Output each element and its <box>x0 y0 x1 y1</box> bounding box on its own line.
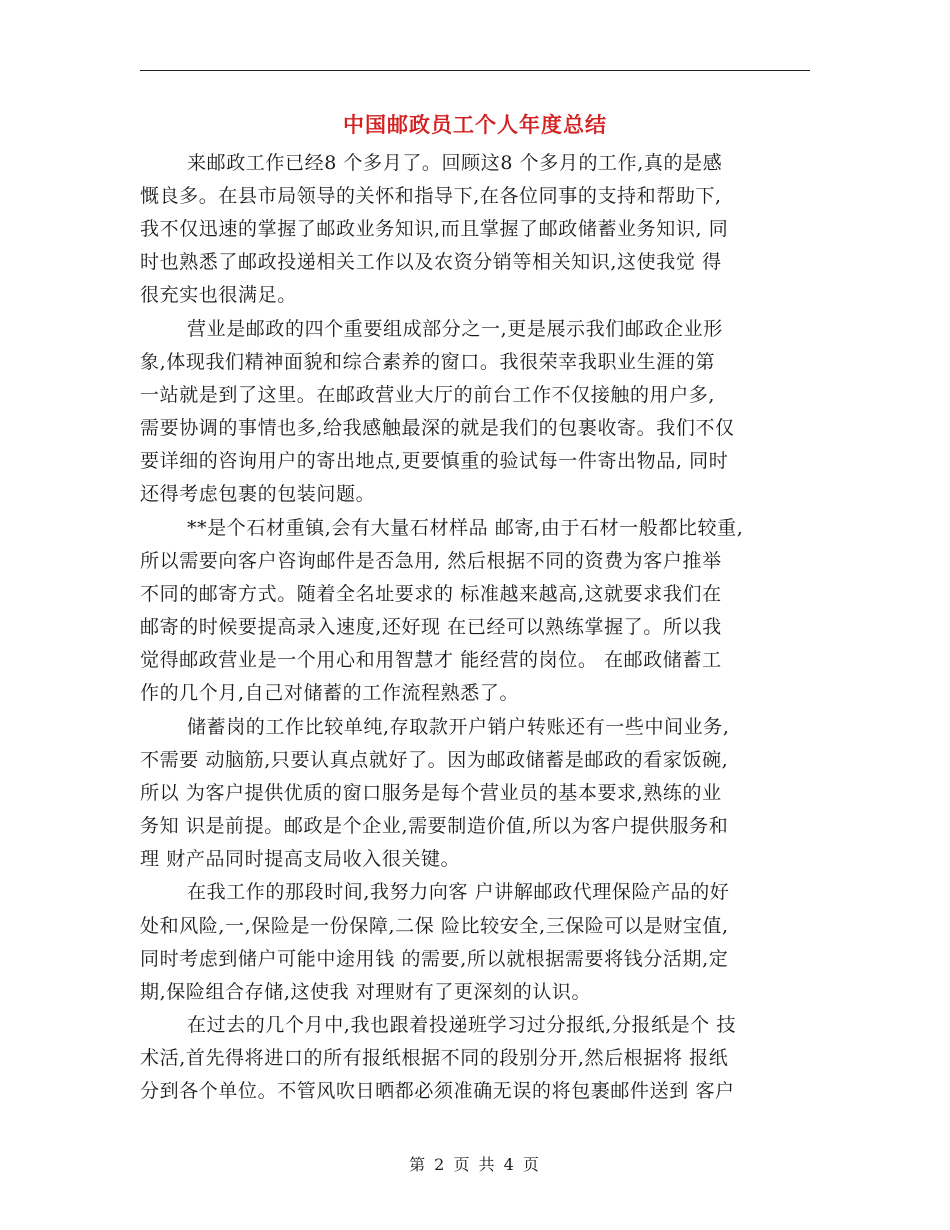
body-line: 一站就是到了这里。在邮政营业大厅的前台工作不仅接触的用户多, <box>140 384 716 406</box>
body-line: 邮寄的时候要提高录入速度,还好现 在已经可以熟练掌握了。所以我 <box>140 616 722 638</box>
body-line: 营业是邮政的四个重要组成部分之一,更是展示我们邮政企业形 <box>187 318 723 340</box>
body-line: 术活,首先得将进口的所有报纸根据不同的段别分开,然后根据将 报纸 <box>140 1047 729 1069</box>
body-line: 象,体现我们精神面貌和综合素养的窗口。我很荣幸我职业生涯的第 <box>140 351 716 373</box>
body-line: 所以需要向客户咨询邮件是否急用, 然后根据不同的资费为客户推举 <box>140 550 722 572</box>
page-number-footer: 第 2 页 共 4 页 <box>409 1155 541 1174</box>
body-line: 不需要 动脑筋,只要认真点就好了。因为邮政储蓄是邮政的看家饭碗, <box>140 749 729 771</box>
body-line: 我不仅迅速的掌握了邮政业务知识,而且掌握了邮政储蓄业务知识, 同 <box>140 218 729 240</box>
body-line: 还得考虑包裹的包装问题。 <box>140 483 376 505</box>
body-line: 分到各个单位。不管风吹日晒都必须准确无误的将包裹邮件送到 客户 <box>140 1080 735 1102</box>
body-line: 期,保险组合存储,这使我 对理财有了更深刻的认识。 <box>140 981 592 1003</box>
body-line: 在我工作的那段时间,我努力向客 户讲解邮政代理保险产品的好 <box>187 881 730 903</box>
body-line: 储蓄岗的工作比较单纯,存取款开户销户转账还有一些中间业务, <box>187 716 730 738</box>
body-line: 务知 识是前提。邮政是个企业,需要制造价值,所以为客户提供服务和 <box>140 815 729 837</box>
body-line: 理 财产品同时提高支局收入很关键。 <box>140 848 461 870</box>
body-line: 同时考虑到储户可能中途用钱 的需要,所以就根据需要将钱分活期,定 <box>140 948 729 970</box>
body-line: 时也熟悉了邮政投递相关工作以及农资分销等相关知识,这使我觉 得 <box>140 251 722 273</box>
body-line: 处和风险,一,保险是一份保障,二保 险比较安全,三保险可以是财宝值, <box>140 915 729 937</box>
body-line: 要详细的咨询用户的寄出地点,更要慎重的验试每一件寄出物品, 同时 <box>140 450 729 472</box>
body-line: 不同的邮寄方式。随着全名址要求的 标准越来越高,这就要求我们在 <box>140 583 722 605</box>
document-title: 中国邮政员工个人年度总结 <box>343 112 607 137</box>
body-line: 慨良多。在县市局领导的关怀和指导下,在各位同事的支持和帮助下, <box>140 185 722 207</box>
body-line: 来邮政工作已经8 个多月了。回顾这8 个多月的工作,真的是感 <box>187 152 723 174</box>
header-rule <box>140 70 810 71</box>
body-line: 很充实也很满足。 <box>140 284 297 306</box>
body-line: **是个石材重镇,会有大量石材样品 邮寄,由于石材一般都比较重, <box>187 517 744 539</box>
body-line: 所以 为客户提供优质的窗口服务是每个营业员的基本要求,熟练的业 <box>140 782 722 804</box>
body-line: 需要协调的事情也多,给我感触最深的就是我们的包裹收寄。我们不仅 <box>140 417 735 439</box>
body-line: 觉得邮政营业是一个用心和用智慧才 能经营的岗位。 在邮政储蓄工 <box>140 649 722 671</box>
body-line: 在过去的几个月中,我也跟着投递班学习过分报纸,分报纸是个 技 <box>187 1014 737 1036</box>
body-line: 作的几个月,自己对储蓄的工作流程熟悉了。 <box>140 682 520 704</box>
